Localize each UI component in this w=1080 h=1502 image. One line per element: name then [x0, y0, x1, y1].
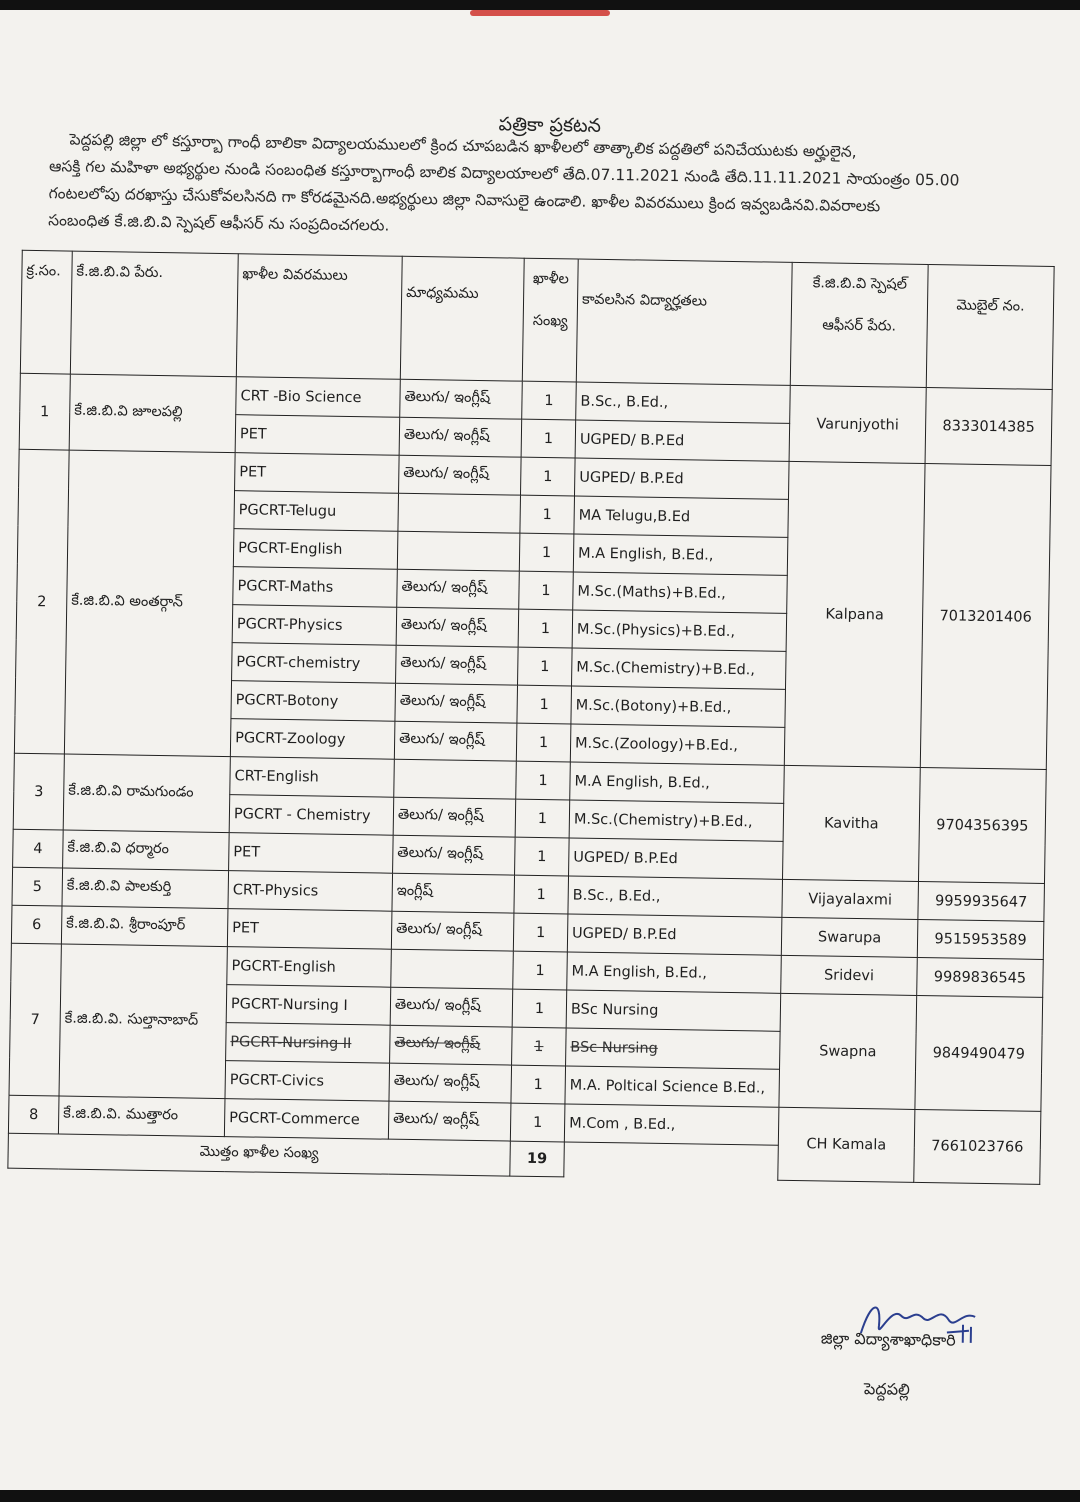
cell-sno: 4 [13, 829, 64, 868]
cell-officer: Kalpana [784, 461, 925, 767]
cell-qual: UGPED/ B.P.Ed [567, 914, 782, 955]
cell-count: 1 [513, 913, 568, 952]
cell-post: PGCRT-Commerce [224, 1099, 389, 1140]
cell-officer: CH Kamala [778, 1107, 915, 1182]
top-edge [0, 0, 1080, 10]
cell-count: 1 [518, 647, 573, 686]
header-officer-l1: కే.జి.బి.వి స్పెషల్ [812, 275, 908, 293]
total-empty [564, 1142, 779, 1180]
cell-count: 1 [517, 685, 572, 724]
cell-officer: Varunjyothi [789, 385, 926, 463]
cell-qual: BSc Nursing [566, 990, 781, 1031]
cell-post: PET [235, 415, 400, 456]
document-page [0, 10, 1080, 1490]
header-qual-label: కావలసిన విద్యార్హతలు [581, 291, 708, 310]
cell-sno: 5 [12, 867, 63, 906]
header-count-l1: ఖాళీల [532, 270, 569, 288]
cell-officer: Sridevi [781, 955, 918, 995]
vacancy-table [7, 250, 1054, 1185]
cell-sno: 8 [8, 1095, 59, 1134]
cell-post: PGCRT-Nursing I [226, 985, 391, 1026]
cell-post: CRT -Bio Science [236, 377, 401, 418]
cell-count: 1 [520, 495, 575, 534]
cell-kgbv: కే.జి.బి.వి. శ్రీరాంపూర్ [61, 906, 228, 947]
cell-mobile: 9704356395 [918, 767, 1046, 883]
header-mobile [926, 265, 1054, 390]
cell-qual: UGPED/ B.P.Ed [575, 420, 790, 461]
cell-officer: Swapna [779, 993, 917, 1109]
intro-line: ఆసక్తి గల మహిళా అభ్యర్థుల నుండి సంబంధిత కస్తూర్బాగాంధీ బాలిక విద్యాలయాలలో తేది.07.11.2021 నుండి తేది.11.11.2021 సాయంత్రం 05.00 [48, 157, 960, 190]
cell-count: 1 [521, 457, 576, 496]
cell-count: 1 [513, 951, 568, 990]
cell-kgbv: కే.జి.బి.వి జూలపల్లి [69, 374, 236, 453]
cell-count: 1 [511, 1065, 566, 1104]
cell-count: 1 [522, 381, 577, 420]
cell-qual: M.Sc.(Chemistry)+B.Ed., [569, 800, 784, 841]
cell-medium: తెలుగు/ ఇంగ్లీష్ [390, 987, 513, 1027]
cell-post: PGCRT-Botony [231, 681, 396, 722]
cell-post: PGCRT-English [227, 947, 392, 988]
cell-count: 1 [519, 533, 574, 572]
header-mobile-label: మొబైల్ నం. [956, 297, 1025, 315]
signatory-location: పెద్దపల్లి [863, 1379, 910, 1399]
header-count-l2: సంఖ్య [532, 312, 568, 330]
header-medium-label: మాధ్యమము [406, 284, 479, 302]
cell-mobile: 9989836545 [917, 957, 1044, 997]
cell-medium [398, 493, 521, 533]
cell-post: PGCRT-English [233, 529, 398, 570]
cell-post: PET [227, 909, 392, 950]
cell-medium: తెలుగు/ ఇంగ్లీష్ [396, 645, 519, 685]
cell-mobile: 9849490479 [915, 995, 1043, 1111]
cell-post: PET [229, 833, 394, 874]
cell-qual: M.A English, B.Ed., [567, 952, 782, 993]
intro-paragraph [48, 126, 1050, 250]
header-kgbv: కే.జి.బి.వి పేరు. [70, 251, 238, 377]
cell-post: PGCRT-Zoology [230, 719, 395, 760]
cell-post: PGCRT-Maths [233, 567, 398, 608]
cell-count: 1 [515, 799, 570, 838]
cell-medium: తెలుగు/ ఇంగ్లీష్ [400, 379, 523, 419]
press-release-sheet [0, 10, 1080, 1490]
cell-qual: M.Sc.(Botony)+B.Ed., [571, 686, 786, 727]
cell-qual: BSc Nursing [566, 1028, 781, 1069]
bottom-edge [0, 1490, 1080, 1502]
cell-kgbv: కే.జి.బి.వి ధర్మారం [63, 830, 230, 871]
cell-medium: తెలుగు/ ఇంగ్లీష్ [399, 455, 522, 495]
cell-kgbv: కే.జి.బి.వి పాలకుర్తి [62, 868, 229, 909]
cell-qual: UGPED/ B.P.Ed [569, 838, 784, 879]
cell-qual: UGPED/ B.P.Ed [574, 458, 789, 499]
cell-sno: 1 [19, 373, 70, 450]
cell-medium: ఇంగ్లీష్ [392, 873, 515, 913]
cell-kgbv: కే.జి.బి.వి. సుల్తానాబాద్ [59, 944, 227, 1099]
cell-medium: తెలుగు/ ఇంగ్లీష్ [388, 1101, 511, 1141]
cell-medium: తెలుగు/ ఇంగ్లీష్ [393, 797, 516, 837]
header-qual [576, 259, 792, 385]
cell-post: PGCRT-Physics [232, 605, 397, 646]
cell-count: 1 [518, 609, 573, 648]
cell-officer: Swarupa [781, 917, 918, 957]
cell-qual: M.Sc.(Maths)+B.Ed., [573, 572, 788, 613]
cell-medium [397, 531, 520, 571]
cell-count: 1 [519, 571, 574, 610]
cell-qual: M.Sc.(Physics)+B.Ed., [572, 610, 787, 651]
cell-medium: తెలుగు/ ఇంగ్లీష్ [393, 835, 516, 875]
signatory-designation: జిల్లా విద్యాశాఖాధికారి [820, 1328, 956, 1350]
cell-kgbv: కే.జి.బి.వి రామగుండం [63, 754, 230, 833]
cell-mobile: 9515953589 [917, 919, 1044, 959]
total-label: మొత్తం ఖాళీల సంఖ్య [8, 1133, 510, 1176]
cell-medium: తెలుగు/ ఇంగ్లీష్ [395, 683, 518, 723]
cell-mobile: 9959935647 [918, 881, 1045, 921]
cell-mobile: 8333014385 [925, 388, 1052, 466]
cell-post: PET [235, 453, 400, 494]
header-post: ఖాళీల వివరములు [236, 254, 402, 380]
cell-count: 1 [516, 723, 571, 762]
header-medium [400, 256, 524, 381]
cell-qual: M.Sc.(Zoology)+B.Ed., [570, 724, 785, 765]
header-count [522, 258, 578, 382]
cell-count: 1 [521, 419, 576, 458]
header-sno: క్ర.సం. [20, 250, 72, 374]
cell-qual: B.Sc., B.Ed., [576, 382, 791, 423]
cell-medium: తెలుగు/ ఇంగ్లీష్ [389, 1063, 512, 1103]
cell-sno: 7 [9, 943, 61, 1096]
total-value: 19 [510, 1141, 565, 1177]
signature-block [811, 1304, 1051, 1399]
header-officer [790, 262, 928, 387]
intro-line: పెద్దపల్లి జిల్లా లో కస్తూర్బా గాంధీ బాలికా విద్యాలయములలో క్రింద చూపబడిన ఖాళీలలో తాత్కాలిక పద్దతిలో పనిచేయుటకు అర్హులైన, [69, 130, 857, 161]
header-officer-l2: ఆఫీసర్ పేరు. [822, 317, 897, 335]
cell-count: 1 [515, 837, 570, 876]
cell-medium: తెలుగు/ ఇంగ్లీష్ [396, 607, 519, 647]
intro-line: సంబంధిత కే.జి.బి.వి స్పెషల్ ఆఫీసర్ ను సంప్రదించగలరు. [48, 211, 390, 235]
cell-count: 1 [512, 1027, 567, 1066]
cell-qual: MA Telugu,B.Ed [574, 496, 789, 537]
cell-medium: తెలుగు/ ఇంగ్లీష్ [391, 911, 514, 951]
cell-count: 1 [516, 761, 571, 800]
cell-post: CRT-English [230, 757, 395, 798]
cell-medium [391, 949, 514, 989]
cell-kgbv: కే.జి.బి.వి అంతర్గాన్ [64, 450, 235, 757]
cell-qual: M.Com , B.Ed., [564, 1104, 779, 1145]
cell-post: PGCRT-Telugu [234, 491, 399, 532]
cell-sno: 6 [11, 905, 62, 944]
cell-post: PGCRT - Chemistry [229, 795, 394, 836]
cell-qual: B.Sc., B.Ed., [568, 876, 783, 917]
cell-medium [394, 759, 517, 799]
cell-count: 1 [512, 989, 567, 1028]
cell-qual: M.Sc.(Chemistry)+B.Ed., [572, 648, 787, 689]
cell-medium: తెలుగు/ ఇంగ్లీష్ [397, 569, 520, 609]
cell-officer: Kavitha [782, 765, 920, 881]
cell-post: PGCRT-chemistry [232, 643, 397, 684]
cell-count: 1 [510, 1103, 565, 1142]
cell-medium: తెలుగు/ ఇంగ్లీష్ [390, 1025, 513, 1065]
cell-officer: Vijayalaxmi [782, 879, 919, 919]
cell-mobile: 7013201406 [920, 464, 1051, 770]
cell-qual: M.A. Poltical Science B.Ed., [565, 1066, 780, 1107]
cell-sno: 2 [14, 449, 69, 754]
cell-qual: M.A English, B.Ed., [573, 534, 788, 575]
cell-post: CRT-Physics [228, 871, 393, 912]
cell-kgbv: కే.జి.బి.వి. ముత్తారం [58, 1096, 225, 1137]
cell-post: PGCRT-Civics [225, 1061, 390, 1102]
intro-line: గంటలలోపు దరఖాస్తు చేసుకోవలసినది గా కోరడమైనది.అభ్యర్థులు జిల్లా నివాసులై ఉండాలి. ఖాళీల వివరములు క్రింద ఇవ్వబడినవి.వివరాలకు [48, 184, 881, 216]
table-header-row [20, 250, 1054, 389]
cell-qual: M.A English, B.Ed., [570, 762, 785, 803]
cell-medium: తెలుగు/ ఇంగ్లీష్ [399, 417, 522, 457]
cell-medium: తెలుగు/ ఇంగ్లీష్ [394, 721, 517, 761]
cell-sno: 3 [13, 753, 64, 830]
page-title: పత్రికా ప్రకటన [498, 113, 602, 137]
cell-post: PGCRT-Nursing II [226, 1023, 391, 1064]
cell-count: 1 [514, 875, 569, 914]
cell-mobile: 7661023766 [914, 1109, 1041, 1184]
